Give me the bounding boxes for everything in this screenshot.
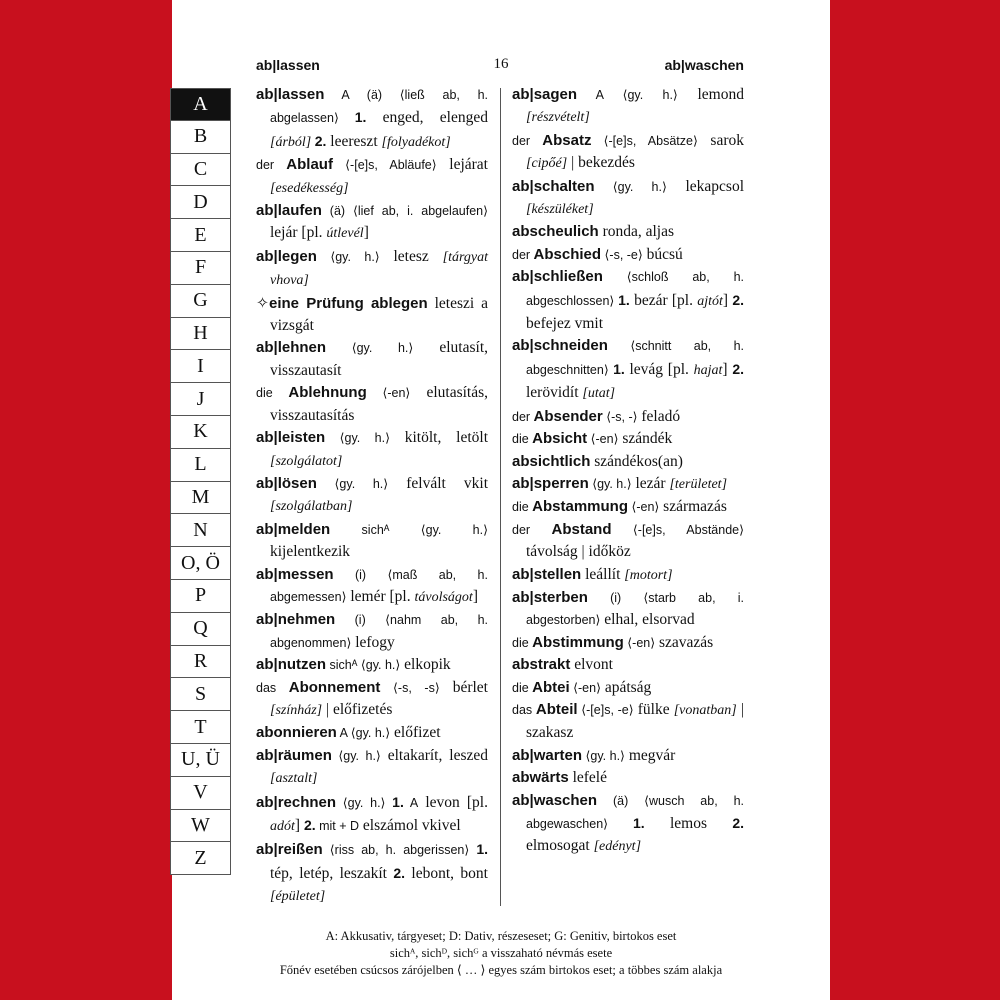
entry-text: ⟨-[e]s, Absätze⟩ [591, 133, 698, 148]
index-tab[interactable]: U, Ü [170, 744, 231, 777]
page-number: 16 [493, 56, 509, 72]
entry-text: szándékos(an) [590, 452, 683, 470]
entry-text: der [512, 133, 543, 148]
entry-text: elvont [570, 656, 613, 674]
index-tab[interactable]: D [170, 186, 231, 219]
dictionary-entry [512, 699, 744, 745]
entry-headword: abwärts [512, 769, 569, 787]
index-tab[interactable]: L [170, 449, 231, 482]
entry-text: A (ä) ⟨ließ ab, h. abgelassen⟩ [270, 88, 488, 126]
entry-text: ⟨-[e]s, -e⟩ [577, 702, 634, 717]
entry-headword: ab|stellen [512, 565, 582, 583]
entry-text: 1. [613, 360, 625, 377]
entry-text: 2. [314, 132, 327, 149]
index-tab[interactable]: O, Ö [170, 547, 231, 580]
dictionary-entry [256, 609, 488, 654]
header-first-entry: ab|lassen [256, 57, 320, 73]
entry-text: bezár [pl. [629, 291, 698, 309]
entry-text: ⟨riss ab, h. abgerissen⟩ [322, 843, 477, 858]
entry-text: lefogy [351, 633, 395, 651]
index-tab[interactable]: S [170, 678, 231, 711]
entry-text: (i) ⟨nahm ab, h. abgenommen⟩ [270, 613, 488, 650]
dictionary-entry [256, 564, 488, 610]
entry-text: [asztalt] [270, 771, 318, 787]
entry-text: sichᴬ ⟨gy. h.⟩ [326, 658, 401, 673]
entry-text: feladó [637, 407, 681, 425]
entry-text: elmosogat [526, 837, 594, 855]
entry-text: ⟨-en⟩ [623, 635, 656, 650]
entry-text: ✧ [256, 294, 269, 312]
dictionary-entry [512, 428, 744, 450]
entry-text: származás [659, 498, 727, 516]
index-tab[interactable]: B [170, 121, 231, 154]
entry-text: leereszt [326, 132, 382, 150]
dictionary-entry [512, 496, 744, 518]
entry-text: ⟨schnitt ab, h. abgeschnitten⟩ [526, 339, 744, 377]
right-column [512, 84, 744, 859]
entry-text: [árból] [270, 134, 315, 150]
entry-text: lejárat [436, 156, 488, 174]
entry-text: [motort] [624, 567, 673, 583]
entry-text: (i) ⟨maß ab, h. abgemessen⟩ [270, 567, 488, 604]
entry-text: apátság [600, 678, 652, 696]
index-tab[interactable]: E [170, 219, 231, 252]
dictionary-entry [256, 473, 488, 519]
entry-headword: Abonnement [288, 678, 381, 696]
entry-text: felvált vkit [388, 474, 488, 492]
entry-text: lekapcsol [666, 177, 744, 195]
entry-text: 1. [392, 793, 404, 810]
index-tab[interactable]: N [170, 514, 231, 547]
entry-headword: ab|lösen [256, 474, 317, 492]
entry-headword: Ablehnung [288, 384, 367, 402]
dictionary-entry [512, 767, 744, 789]
dictionary-entry [512, 564, 744, 587]
entry-headword: Abtei [532, 678, 570, 696]
dictionary-entry [256, 293, 488, 338]
entry-text: ⟨-s, -⟩ [602, 409, 638, 424]
dictionary-entry [512, 406, 744, 428]
entry-text: ⟨-s, -e⟩ [601, 247, 643, 262]
entry-text: hajat [693, 362, 723, 378]
entry-text: lemér [pl. [346, 587, 415, 605]
entry-text: der [512, 409, 534, 424]
entry-text: (ä) ⟨lief ab, i. abgelaufen⟩ [321, 204, 488, 219]
dictionary-entry [512, 745, 744, 767]
entry-text: előfizet [390, 724, 441, 742]
entry-text: eltakarít, leszed [380, 746, 488, 764]
entry-text: ⟨gy. h.⟩ [316, 249, 380, 264]
entry-text: ⟨gy. h.⟩ [325, 431, 390, 446]
entry-text: (i) ⟨starb ab, i. abgestorben⟩ [526, 590, 744, 628]
entry-text: megvár [624, 746, 676, 764]
index-tab[interactable]: I [170, 350, 231, 383]
entry-headword: Absender [533, 407, 603, 425]
entry-text: der [256, 158, 287, 173]
entry-text: lerövidít [526, 384, 583, 402]
entry-text: [esedékesség] [270, 180, 349, 196]
entry-text: der [512, 522, 552, 537]
entry-text: [utat] [582, 386, 616, 402]
entry-text: ] [363, 224, 369, 242]
dictionary-entry [256, 745, 488, 791]
entry-text: [edényt] [593, 839, 642, 855]
entry-headword: Abschied [533, 245, 602, 263]
entry-text: die [512, 680, 533, 695]
dictionary-entry [256, 838, 488, 908]
entry-text: der [512, 247, 534, 262]
entry-text: ronda, aljas [598, 223, 675, 241]
entry-text: 2. [732, 291, 744, 308]
entry-text: ⟨gy. h.⟩ [331, 748, 381, 763]
dictionary-entry [256, 791, 488, 839]
entry-text: elkopik [400, 656, 451, 674]
entry-text: 1. [476, 841, 488, 858]
index-tab[interactable]: V [170, 777, 231, 810]
entry-headword: ab|leisten [256, 429, 326, 447]
entry-text: távolságot [414, 589, 473, 605]
entry-text: ⟨-en⟩ [569, 680, 601, 695]
dictionary-entry [512, 451, 744, 473]
entry-headword: Abteil [535, 700, 578, 718]
entry-text: ajtót [697, 293, 723, 309]
entry-text: | szakasz [526, 700, 744, 742]
entry-headword: eine Prüfung ablegen [269, 294, 428, 312]
dictionary-entry [256, 337, 488, 382]
entry-headword: abonnieren [256, 724, 337, 742]
entry-text: [készüléket] [526, 202, 594, 218]
index-tab[interactable]: T [170, 711, 231, 744]
entry-headword: ab|waschen [512, 791, 598, 809]
entry-headword: ab|schließen [512, 268, 603, 286]
footnote-cases: A: Akkusativ, tárgyeset; D: Dativ, részeseset; G: Genitiv, birtokos eset [325, 929, 677, 943]
entry-text: lejár [pl. [270, 224, 327, 242]
entry-text: szavazás [655, 633, 714, 651]
entry-text: 2. [732, 360, 744, 377]
entry-text: levág [pl. [624, 360, 694, 378]
entry-text: die [256, 386, 289, 401]
entry-text: [részvételt] [526, 110, 590, 126]
entry-text: ⟨gy. h.⟩ [582, 748, 625, 763]
entry-text: [cipőé] [526, 156, 568, 172]
entry-text: [folyadékot] [381, 134, 451, 150]
entry-text: A ⟨gy. h.⟩ [336, 726, 391, 741]
entry-text: A ⟨gy. h.⟩ [577, 88, 678, 102]
entry-text: [tárgyat vhova] [270, 249, 488, 289]
entry-text: kijelentkezik [270, 543, 351, 561]
dictionary-entry [512, 335, 744, 405]
alphabet-index [170, 88, 231, 875]
entry-text: ] [294, 817, 304, 834]
entry-headword: ab|melden [256, 520, 331, 538]
entry-headword: ab|reißen [256, 841, 323, 859]
entry-text: ⟨-en⟩ [366, 386, 411, 401]
entry-text: ⟨-s, -s⟩ [380, 680, 440, 695]
dictionary-entry [512, 519, 744, 564]
entry-text: ⟨-[e]s, Abstände⟩ [611, 522, 744, 537]
entry-text: 1. [354, 109, 367, 126]
dictionary-entry [512, 176, 744, 222]
entry-text: lebont, bont [405, 864, 488, 882]
index-tab[interactable]: M [170, 482, 231, 515]
entry-headword: ab|legen [256, 247, 317, 265]
dictionary-entry [256, 154, 488, 200]
entry-text: fülke [633, 700, 674, 718]
entry-text: die [512, 432, 533, 447]
dictionary-entry [256, 382, 488, 427]
dictionary-entry [512, 221, 744, 243]
entry-headword: ab|warten [512, 746, 583, 764]
entry-text: ] [722, 360, 733, 378]
entry-headword: abscheulich [512, 223, 599, 241]
column-divider [500, 88, 501, 906]
left-column [256, 84, 488, 909]
dictionary-entry [256, 519, 488, 564]
index-tab[interactable]: Q [170, 613, 231, 646]
entry-text: ⟨gy. h.⟩ [316, 476, 389, 491]
index-tab[interactable]: P [170, 580, 231, 613]
entry-headword: Abstimmung [532, 633, 624, 651]
entry-text: [területet] [669, 476, 728, 492]
entry-text: | bekezdés [567, 154, 635, 172]
index-tab[interactable]: A [170, 88, 231, 121]
entry-headword: abstrakt [512, 656, 571, 674]
entry-text: lefelé [568, 769, 607, 787]
index-tab[interactable]: J [170, 383, 231, 416]
entry-text: leállít [581, 565, 625, 583]
entry-text: das [512, 702, 536, 717]
entry-text: [szolgálatban] [270, 499, 353, 515]
dictionary-entry [512, 790, 744, 859]
entry-text: [vonatban] [673, 702, 737, 718]
entry-text: [szolgálatot] [270, 453, 343, 469]
entry-text: sichᴬ ⟨gy. h.⟩ [330, 522, 488, 537]
entry-headword: ab|messen [256, 565, 334, 583]
entry-text: mit + D [315, 819, 360, 833]
entry-text: elhal, elsorvad [600, 611, 695, 629]
entry-headword: ab|sperren [512, 474, 589, 492]
entry-text: | előfizetés [322, 700, 393, 718]
dictionary-entry [256, 427, 488, 473]
index-tab[interactable]: C [170, 154, 231, 187]
entry-text: 2. [303, 817, 316, 833]
dictionary-entry [512, 244, 744, 266]
entry-headword: Abstand [551, 520, 612, 538]
index-tab[interactable]: K [170, 416, 231, 449]
entry-text: sarok [697, 131, 745, 149]
entry-text: enged, elenged [366, 109, 488, 127]
entry-text: ] [722, 291, 733, 309]
header-last-entry: ab|waschen [664, 57, 744, 73]
dictionary-entry [512, 473, 744, 496]
index-tab[interactable]: R [170, 646, 231, 679]
index-tab[interactable]: G [170, 285, 231, 318]
index-tab[interactable]: H [170, 318, 231, 351]
index-tab[interactable]: W [170, 810, 231, 843]
entry-text: befejez vmit [526, 315, 604, 333]
entry-text: [épületet] [270, 889, 326, 905]
entry-text: adót [270, 819, 295, 834]
dictionary-entry [512, 654, 744, 676]
entry-text: 1. [632, 815, 645, 831]
entry-text: ⟨-en⟩ [587, 432, 619, 447]
index-tab[interactable]: F [170, 252, 231, 285]
entry-text: távolság | időköz [526, 543, 631, 561]
dictionary-entry [512, 587, 744, 632]
entry-text: elszámol vkivel [359, 817, 461, 834]
footnote-reflexive: sichᴬ, sichᴰ, sichᴳ a visszaható névmás esete [389, 946, 613, 960]
entry-text: letesz [379, 247, 443, 265]
index-tab[interactable]: Z [170, 842, 231, 875]
entry-text: lemond [677, 86, 744, 103]
entry-headword: Absicht [532, 430, 588, 448]
dictionary-entry [512, 130, 744, 176]
entry-text: ⟨gy. h.⟩ [588, 476, 632, 491]
dictionary-entry [512, 84, 744, 130]
dictionary-entry [256, 722, 488, 744]
dictionary-entry [512, 677, 744, 699]
dictionary-entry [256, 200, 488, 246]
dictionary-entry [256, 84, 488, 154]
entry-text: 2. [732, 815, 744, 831]
entry-text: elutasítás, visszautasítás [270, 384, 489, 424]
entry-text: 1. [618, 291, 630, 308]
entry-headword: absichtlich [512, 452, 591, 470]
entry-headword: ab|lehnen [256, 339, 327, 357]
entry-headword: ab|rechnen [256, 793, 337, 811]
entry-headword: Ablauf [286, 156, 333, 174]
entry-text: tép, letép, leszakít [270, 864, 394, 882]
entry-headword: Absatz [542, 131, 592, 149]
entry-text: die [512, 500, 533, 515]
entry-text: lezár [631, 474, 670, 492]
entry-text: ⟨gy. h.⟩ [594, 179, 667, 194]
entry-text: bérlet [439, 678, 488, 696]
entry-text: búcsú [642, 245, 683, 263]
entry-headword: ab|räumen [256, 746, 332, 764]
entry-text: kitölt, letölt [389, 429, 488, 447]
entry-text: leteszi a vizsgát [270, 294, 488, 335]
entry-text: das [256, 680, 289, 695]
entry-headword: ab|lassen [256, 86, 325, 103]
entry-headword: ab|sagen [512, 86, 578, 103]
entry-text: A [403, 795, 419, 810]
entry-text: útlevél [326, 226, 364, 242]
entry-headword: ab|nehmen [256, 611, 336, 629]
dictionary-entry [256, 654, 488, 676]
entry-text: ⟨gy. h.⟩ [336, 795, 393, 810]
entry-text: ⟨gy. h.⟩ [326, 341, 414, 356]
footnote-noun-forms: Főnév esetében csúcsos zárójelben ⟨ … ⟩ egyes szám birtokos eset; a többes szám alakja [279, 963, 723, 977]
dictionary-entry [256, 677, 488, 723]
entry-text: ⟨-en⟩ [628, 500, 660, 515]
entry-text: lemos [644, 815, 733, 832]
entry-headword: ab|laufen [256, 202, 322, 220]
entry-text: levon [pl. [418, 793, 488, 811]
entry-headword: ab|schalten [512, 177, 595, 195]
entry-headword: ab|schneiden [512, 337, 608, 355]
entry-text: ] [472, 587, 478, 605]
entry-text: szándék [618, 430, 673, 448]
entry-text: [színház] [270, 702, 323, 718]
entry-text: 2. [393, 864, 406, 881]
dictionary-entry [256, 246, 488, 293]
entry-headword: ab|sterben [512, 588, 588, 606]
entry-headword: Abstammung [532, 498, 628, 516]
entry-text: ⟨schloß ab, h. abgeschlossen⟩ [526, 270, 744, 308]
dictionary-entry [512, 266, 744, 335]
entry-text: ⟨-[e]s, Abläufe⟩ [332, 158, 437, 173]
entry-text: elutasít, visszautasít [270, 339, 488, 379]
dictionary-entry [512, 632, 744, 654]
entry-headword: ab|nutzen [256, 656, 327, 674]
entry-text: (ä) ⟨wusch ab, h. abgewaschen⟩ [526, 793, 744, 831]
entry-text: die [512, 635, 533, 650]
